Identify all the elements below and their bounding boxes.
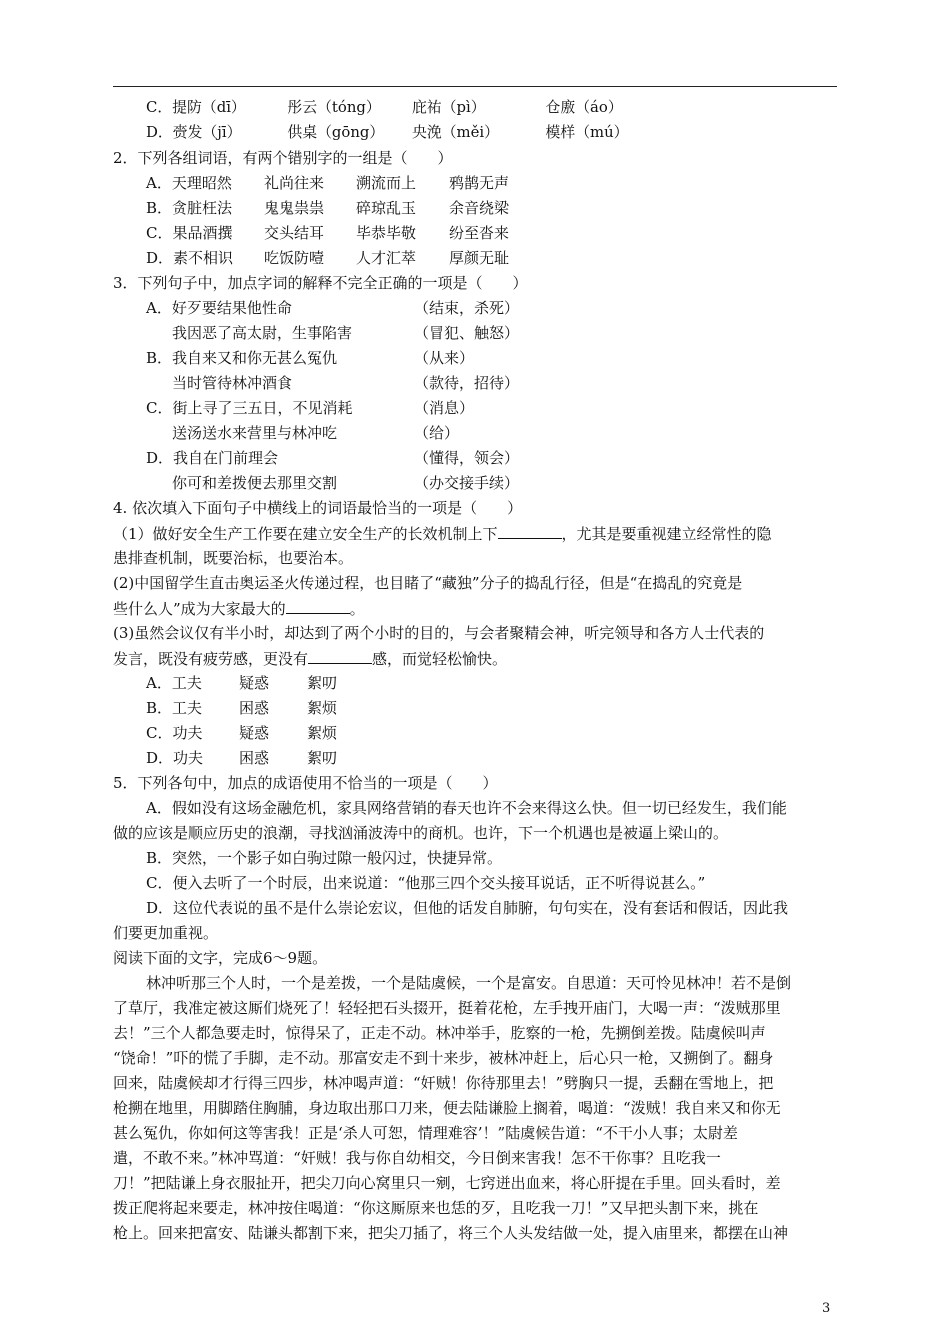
q3-b2-explain: （款待，招待） [414, 374, 520, 392]
passage-line: 枪搠在地里，用脚踏住胸脯，身边取出那口刀来，便去陆谦脸上搁着，喝道：“泼贼！我自来又和你无 [113, 1099, 781, 1117]
header-rule [113, 86, 837, 87]
q4-blank-1 [498, 523, 562, 539]
passage-line: 了草厅，我准定被这厮们烧死了！轻轻把石头掇开，挺着花枪，左手拽开庙门，大喝一声：“泼贼那里 [113, 999, 781, 1017]
q2-row-d: D．素不相识 吃饭防噎 人才汇萃 厚颜无耻 [146, 249, 510, 267]
q4-sentence-3: (3)虽然会议仅有半小时，却达到了两个小时的目的，与会者聚精会神，听完领导和各方人士代表的 [113, 624, 765, 642]
q3-a2: 我因恶了高太尉，生事陷害 [172, 324, 353, 342]
q1-option-d: D．赍发（jī） 供桌（gōng） 央浼（měi） 模样（mú） [146, 123, 629, 141]
q3-d1-explain: （懂得，领会） [414, 449, 520, 467]
q4-option-a: A．工夫 疑惑 絮叨 [146, 674, 338, 692]
q4-sentence-2-cont: 些什么人”成为大家最大的 。 [113, 600, 365, 618]
q4-option-d: D．功夫 困惑 絮叨 [146, 749, 338, 767]
q4-sentence-3-cont: 发言，既没有疲劳感，更没有 感，而觉轻松愉快。 [113, 650, 508, 668]
q1-option-c: C．提防（dī） 彤云（tóng） 庇祐（pì） 仓廒（áo） [146, 98, 623, 116]
q3-stem: 3．下列句子中，加点字词的解释不完全正确的一项是（ ） [113, 274, 528, 292]
passage-line: 遣，不敢不来。”林冲骂道：“奸贼！我与你自幼相交，今日倒来害我！怎不干你事？且吃我一 [113, 1149, 721, 1167]
passage-line: 林冲听那三个人时，一个是差拨，一个是陆虞候，一个是富安。自思道：天可怜见林冲！若不是倒 [146, 974, 792, 992]
q3-b1-explain: （从来） [414, 349, 475, 367]
q5-option-a: A．假如没有这场金融危机，家具网络营销的春天也许不会来得这么快。但一切已经发生，我们能 [146, 799, 787, 817]
q5-stem: 5．下列各句中，加点的成语使用不恰当的一项是（ ） [113, 774, 498, 792]
passage-line: 甚么冤仇，你如何这等害我！正是‘杀人可恕，情理难容’！”陆虞候告道：“不干小人事；太尉差 [113, 1124, 738, 1142]
q5-option-d-cont: 们要更加重视。 [113, 924, 219, 942]
reading-intro: 阅读下面的文字，完成6～9题。 [113, 949, 328, 967]
q4-option-c: C．功夫 疑惑 絮烦 [146, 724, 338, 742]
q4-sentence-2: (2)中国留学生直击奥运圣火传递过程，也目睹了“藏独”分子的捣乱行径，但是“在捣乱的究竟是 [113, 574, 743, 592]
q3-d2-explain: （办交接手续） [414, 474, 520, 492]
q3-a2-explain: （冒犯、触怒） [414, 324, 520, 342]
q4-option-b: B．工夫 困惑 絮烦 [146, 699, 338, 717]
passage-line: 去！”三个人都急要走时，惊得呆了，正走不动。林冲举手，肐察的一枪，先搠倒差拨。陆虞候叫声 [113, 1024, 766, 1042]
q4-stem: 4. 依次填入下面句子中横线上的词语最恰当的一项是（ ） [113, 499, 523, 517]
passage-line: 刀！”把陆谦上身衣服扯开，把尖刀向心窝里只一剜，七窍迸出血来，将心肝提在手里。回头看时，差 [113, 1174, 781, 1192]
q5-option-b: B．突然，一个影子如白驹过隙一般闪过，快捷异常。 [146, 849, 503, 867]
passage-line: 拨正爬将起来要走，林冲按住喝道：“你这厮原来也恁的歹，且吃我一刀！”又早把头割下来，挑在 [113, 1199, 759, 1217]
q5-option-c: C．便入去听了一个时辰，出来说道：“他那三四个交头接耳说话，正不听得说甚么。” [146, 874, 706, 892]
q4-sentence-1: （1）做好安全生产工作要在建立安全生产的长效机制上下 ，尤其是要重视建立经常性的隐 [113, 525, 772, 543]
q3-c1-explain: （消息） [414, 399, 475, 417]
q2-row-c: C．果品酒撰 交头结耳 毕恭毕敬 纷至沓来 [146, 224, 510, 242]
q5-option-d: D．这位代表说的虽不是什么崇论宏议，但他的话发自肺腑，句句实在，没有套话和假话，因此我 [146, 899, 789, 917]
q2-row-b: B．贪脏枉法 鬼鬼祟祟 碎琼乱玉 余音绕梁 [146, 199, 510, 217]
q3-b1: B．我自来又和你无甚么冤仇 [146, 349, 338, 367]
q3-b2: 当时管待林冲酒食 [172, 374, 293, 392]
q3-d2: 你可和差拨便去那里交割 [172, 474, 338, 492]
passage-line: 枪上。回来把富安、陆谦头都割下来，把尖刀插了，将三个人头发结做一处，提入庙里来，都摆在山神 [113, 1224, 789, 1242]
q3-a1: A．好歹要结果他性命 [146, 299, 292, 317]
q3-c2: 送汤送水来营里与林冲吃 [172, 424, 338, 442]
q4-blank-2 [286, 598, 350, 614]
q3-d1: D．我自在门前理会 [146, 449, 279, 467]
q5-option-a-cont: 做的应该是顺应历史的浪潮，寻找汹涌波涛中的商机。也许，下一个机遇也是被逼上梁山的。 [113, 824, 729, 842]
q3-a1-explain: （结束，杀死） [414, 299, 520, 317]
q3-c2-explain: （给） [414, 424, 460, 442]
passage-line: 回来，陆虞候却才行得三四步，林冲喝声道：“奸贼！你待那里去！”劈胸只一提，丢翻在雪地上，把 [113, 1074, 774, 1092]
q4-sentence-1-cont: 患排查机制，既要治标，也要治本。 [113, 549, 354, 567]
q4-blank-3 [308, 648, 372, 664]
page-number: 3 [822, 1301, 831, 1316]
q2-stem: 2．下列各组词语，有两个错别字的一组是（ ） [113, 149, 453, 167]
q3-c1: C．街上寻了三五日，不见消耗 [146, 399, 353, 417]
q2-row-a: A．天理昭然 礼尚往来 溯流而上 鸦鹊无声 [146, 174, 510, 192]
passage-line: “饶命！”吓的慌了手脚，走不动。那富安走不到十来步，被林冲赶上，后心只一枪，又搠倒了。翻身 [113, 1049, 774, 1067]
